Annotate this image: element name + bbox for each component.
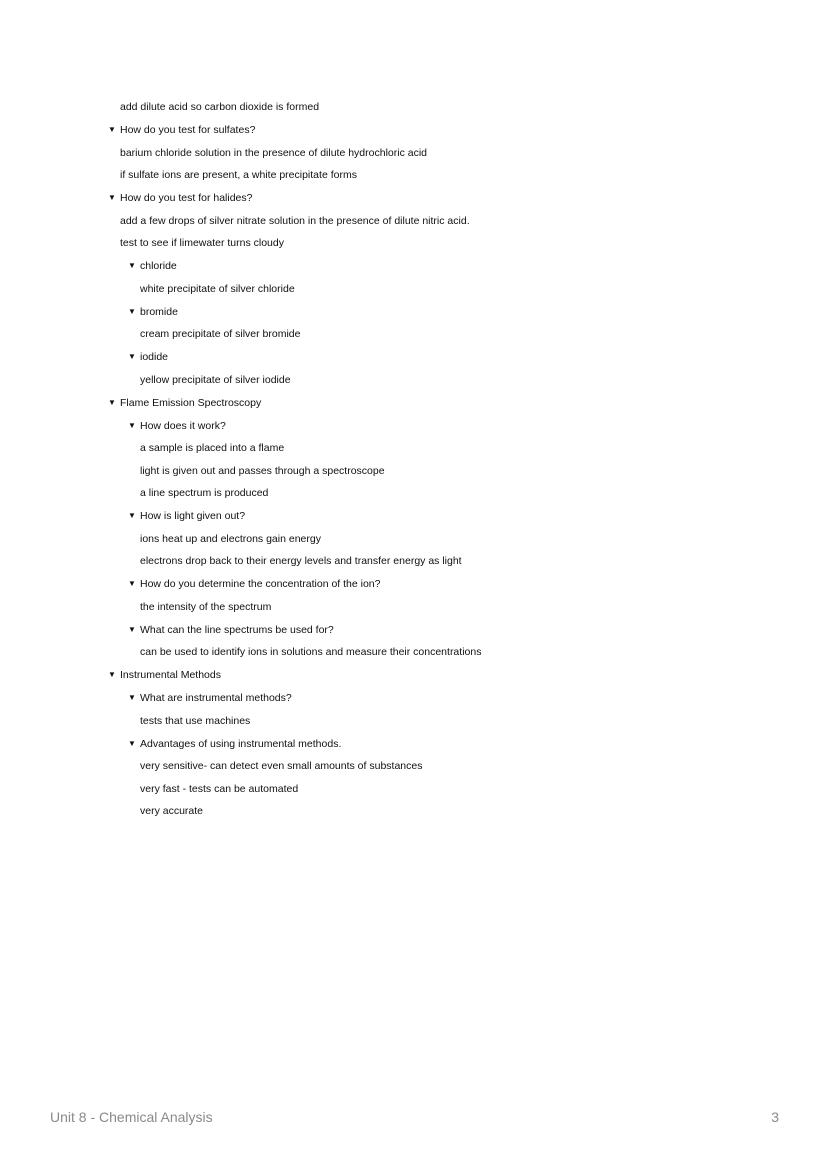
outline-text: electrons drop back to their energy levels and transfer energy as light	[140, 555, 462, 567]
toggle-heading[interactable]	[0, 509, 828, 523]
triangle-down-icon[interactable]: ▼	[108, 193, 116, 202]
toggle-heading[interactable]	[0, 123, 828, 137]
toggle-heading-label: How do you determine the concentration of the ion?	[140, 578, 381, 590]
toggle-heading-label: How do you test for sulfates?	[120, 124, 256, 136]
triangle-down-icon[interactable]: ▼	[128, 624, 136, 634]
outline-text: very accurate	[140, 805, 204, 817]
toggle-heading-label: How do you test for halides?	[120, 192, 253, 204]
toggle-heading[interactable]	[0, 305, 828, 319]
toggle-heading[interactable]	[0, 396, 828, 410]
triangle-down-icon[interactable]: ▼	[108, 670, 116, 679]
outline-text: the intensity of the spectrum	[140, 600, 272, 613]
triangle-down-icon[interactable]: ▼	[128, 738, 136, 748]
footer-page-number: 3	[771, 1109, 779, 1125]
outline-text: white precipitate of silver chloride	[140, 282, 295, 295]
outline-text: light is given out and passes through a spectroscope	[140, 464, 385, 477]
toggle-heading-label: Instrumental Methods	[120, 669, 221, 681]
outline-text: tests that use machines	[140, 714, 251, 727]
toggle-heading[interactable]	[0, 668, 828, 682]
toggle-heading[interactable]	[0, 691, 828, 705]
toggle-heading-label: chloride	[140, 260, 177, 272]
outline-text: cream precipitate of silver bromide	[140, 328, 301, 340]
triangle-down-icon[interactable]: ▼	[128, 511, 136, 520]
toggle-heading-label: How is light given out?	[140, 510, 246, 522]
toggle-heading[interactable]	[0, 191, 828, 205]
toggle-heading[interactable]	[0, 737, 828, 751]
triangle-down-icon[interactable]: ▼	[128, 693, 136, 702]
toggle-heading-label: What are instrumental methods?	[140, 692, 292, 704]
toggle-heading-label: What can the line spectrums be used for?	[140, 623, 334, 636]
footer-title: Unit 8 - Chemical Analysis	[50, 1109, 213, 1125]
triangle-down-icon[interactable]: ▼	[128, 306, 136, 316]
outline-content	[0, 100, 828, 818]
toggle-heading-label: How does it work?	[140, 419, 226, 432]
triangle-down-icon[interactable]: ▼	[128, 352, 136, 361]
outline-text: if sulfate ions are present, a white precipitate forms	[120, 169, 357, 181]
toggle-heading-label: Flame Emission Spectroscopy	[120, 396, 262, 409]
toggle-heading[interactable]	[0, 419, 828, 433]
toggle-heading-label: Advantages of using instrumental methods.	[140, 737, 342, 750]
outline-text: test to see if limewater turns cloudy	[120, 237, 284, 249]
triangle-down-icon[interactable]: ▼	[108, 397, 116, 407]
outline-text: add dilute acid so carbon dioxide is formed	[120, 101, 320, 113]
outline-text: can be used to identify ions in solutions and measure their concentrations	[140, 646, 482, 658]
outline-text: very sensitive- can detect even small amounts of substances	[140, 760, 423, 772]
toggle-heading[interactable]	[0, 350, 828, 364]
triangle-down-icon[interactable]: ▼	[128, 579, 136, 588]
triangle-down-icon[interactable]: ▼	[128, 261, 136, 270]
outline-text: very fast - tests can be automated	[140, 782, 299, 795]
toggle-heading-label: iodide	[140, 351, 169, 363]
toggle-heading-label: bromide	[140, 305, 178, 318]
triangle-down-icon[interactable]: ▼	[108, 125, 116, 134]
outline-text: ions heat up and electrons gain energy	[140, 532, 321, 545]
toggle-heading[interactable]	[0, 577, 828, 591]
toggle-heading[interactable]	[0, 259, 828, 273]
outline-text: barium chloride solution in the presence of dilute hydrochloric acid	[120, 146, 428, 159]
outline-text: a sample is placed into a flame	[140, 442, 285, 454]
toggle-heading[interactable]	[0, 623, 828, 637]
outline-text: yellow precipitate of silver iodide	[140, 373, 291, 386]
triangle-down-icon[interactable]: ▼	[128, 420, 136, 430]
outline-text: a line spectrum is produced	[140, 487, 269, 499]
outline-text: add a few drops of silver nitrate solution in the presence of dilute nitric acid.	[120, 214, 470, 227]
